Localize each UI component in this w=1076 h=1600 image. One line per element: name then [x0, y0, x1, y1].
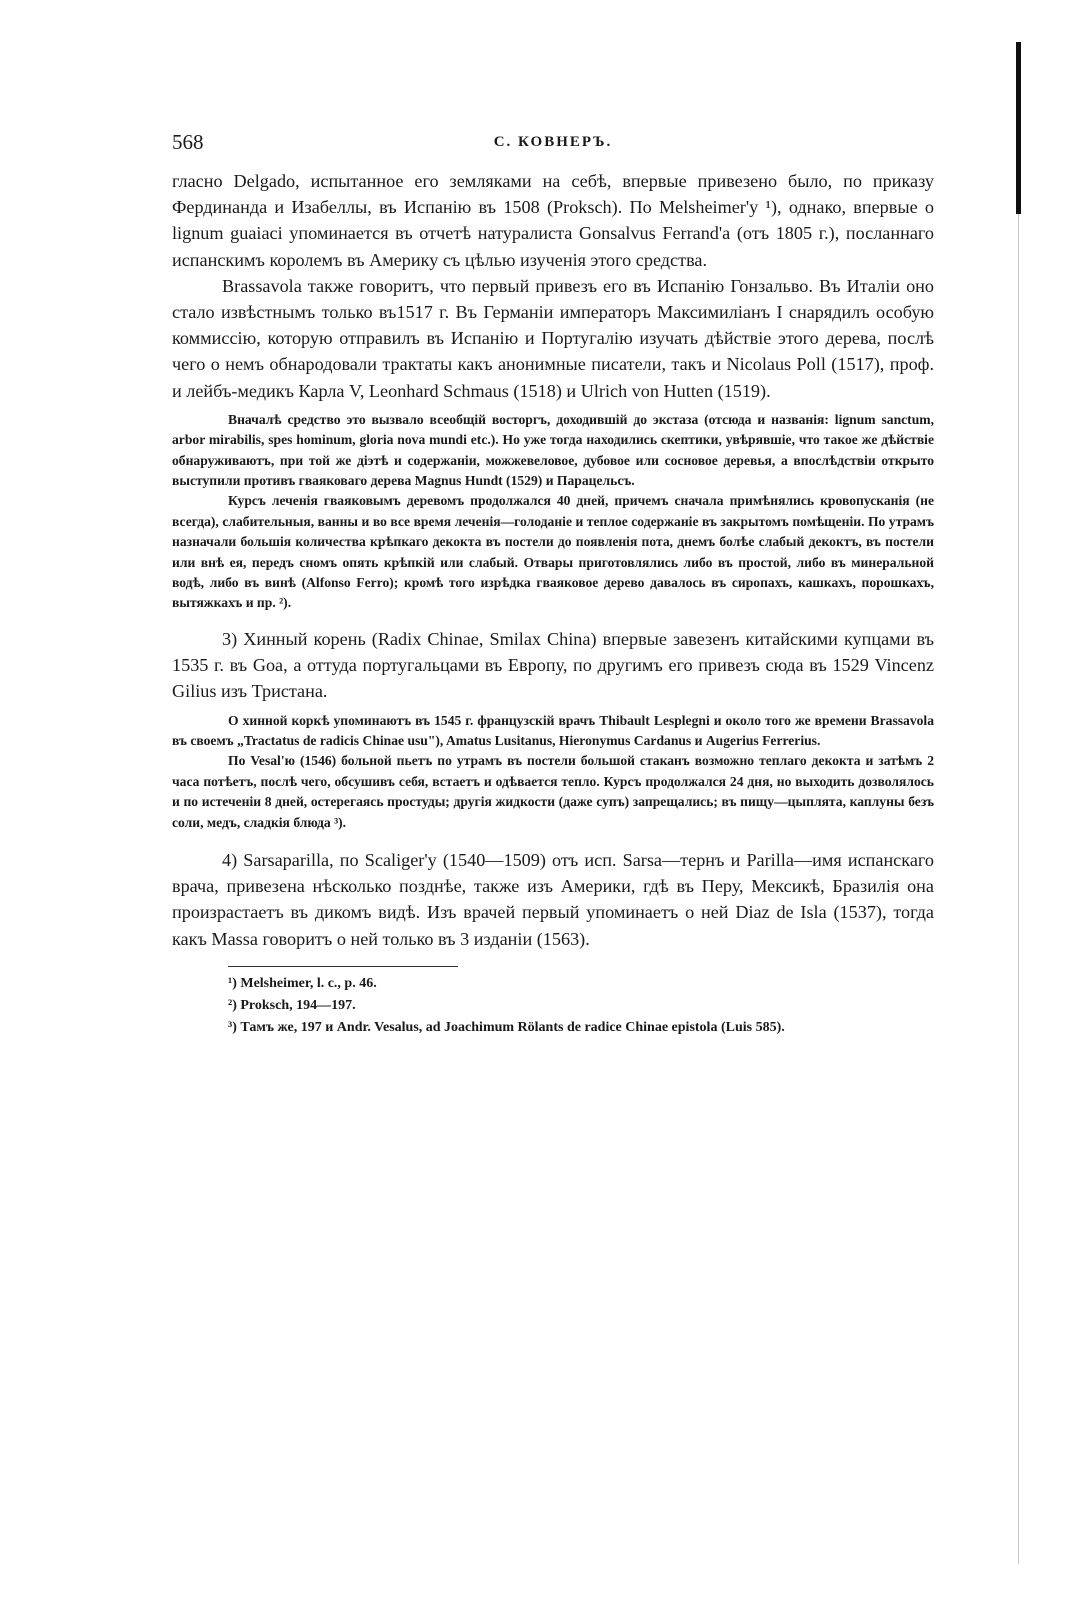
footnote-1: ¹) Melsheimer, l. c., p. 46.	[228, 975, 377, 991]
page-number: 568	[172, 130, 204, 154]
page-header	[172, 120, 934, 160]
footnote-2: ²) Proksch, 194—197.	[228, 997, 356, 1013]
running-head: С. КОВНЕРЪ.	[493, 134, 613, 150]
paragraph-sarsaparilla: 4) Sarsaparilla, по Scaliger'у (1540—1509) отъ исп. Sarsa—тернъ и Parilla—имя испанскаго врача, привезена нѣсколько позднѣе, также изъ Америки, гдѣ въ Перу, Мексикѣ, Бразилія она произрастаетъ въ дикомъ видѣ. Изъ врачей первый упоминаетъ о ней Diaz de Isla (1537), тогда какъ Massa говоритъ о ней только въ 3 изданіи (1563).	[172, 849, 934, 949]
note-vesalius: По Vesal'ю (1546) больной пьетъ по утрамъ въ постели большой стаканъ возможно теплаго декокта и затѣмъ 2 часа потѣетъ, послѣ чего, обсушивъ себя, встаетъ и одѣвается тепло. Курсъ продолжался 24 дня, но выходить дозволялось и по истеченіи 8 дней, остерегаясь простуды; другія жидкости (даже супъ) запрещались; въ пищу—цыплята, каплуны безъ соли, медъ, сладкія блюда ³).	[172, 753, 934, 830]
note-china-bark: О хинной коркѣ упоминаютъ въ 1545 г. французскій врачъ Thibault Lesplegni и около того же времени Brassavola въ своемъ „Tractatus de radicis Chinae usu"), Amatus Lusitanus, Hieronymus Cardanus и Augerius Ferrerius.	[172, 712, 934, 748]
footnote-rule	[228, 966, 458, 967]
paragraph-guaiacum-origin: гласно Delgado, испытанное его земляками на себѣ, впервые привезено было, по приказу Фердинанда и Изабеллы, въ Испанію въ 1508 (Proksch). По Melsheimer'у ¹), однако, впервые о lignum guaiaci упоминается въ отчетѣ натуралиста Gonsalvus Ferrand'a (отъ 1805 г.), посланнаго испанскимъ королемъ въ Америку съ цѣлью изученія этого средства.	[172, 171, 934, 270]
note-treatment-course: Курсъ леченія гваяковымъ деревомъ продолжался 40 дней, причемъ сначала примѣнялись кровопусканія (не всегда), слабительныя, ванны и во все время леченія—голоданіе и теплое содержаніе въ закрытомъ помѣщеніи. По утрамъ назначали большія количества крѣпкаго декокта въ постели до появленія пота, днемъ болѣе слабый декоктъ, въ постели или внѣ ея, передъ сномъ опять крѣпкій или слабый. Отвары приготовлялись либо въ простой, либо въ минеральной водѣ, либо въ винѣ (Alfonso Ferro); кромѣ того изрѣдка гваяковое дерево давалось въ сиропахъ, кашкахъ, порошкахъ, вытяжкахъ и пр. ²).	[172, 493, 934, 611]
page	[172, 120, 934, 1039]
footnote-3: ³) Тамъ же, 197 и Andr. Vesalus, ad Joachimum Rölants de radice Chinae epistola (Luis 585).	[228, 1019, 785, 1035]
paragraph-china-root: 3) Хинный корень (Radix Chinae, Smilax China) впервые завезенъ китайскими купцами въ 1535 г. въ Goa, а оттуда португальцами въ Европу, по другимъ его привезъ сюда въ 1529 Vincenz Gilius изъ Тристана.	[172, 628, 934, 702]
paragraph-brassavola: Brassavola также говоритъ, что первый привезъ его въ Испанію Гонзальво. Въ Италіи оно стало извѣстнымъ только въ1517 г. Въ Германіи императоръ Максимиліанъ I снарядилъ особую коммиссію, которую отправилъ въ Испанію и Португалію изучать дѣйствіе этого дерева, послѣ чего о немъ обнародовали трактаты какъ анонимные писатели, такъ и Nicolaus Poll (1517), проф. и лейбъ-медикъ Карла V, Leonhard Schmaus (1518) и Ulrich von Hutten (1519).	[172, 275, 934, 401]
margin-mark	[1016, 42, 1021, 214]
note-enthusiasm: Вначалѣ средство это вызвало всеобщій восторгъ, доходившій до экстаза (отсюда и названія: lignum sanctum, arbor mirabilis, spes hominum, gloria nova mundi etc.). Но уже тогда находились скептики, увѣрявшіе, что такое же дѣйствіе обнаруживаютъ, при той же діэтѣ и содержаніи, можжевеловое, дубовое или сосновое деревья, а впослѣдствіи открыто выступили противъ гваяковаго дерева Magnus Hundt (1529) и Парацельсъ.	[172, 411, 934, 489]
margin-line	[1018, 214, 1019, 1564]
